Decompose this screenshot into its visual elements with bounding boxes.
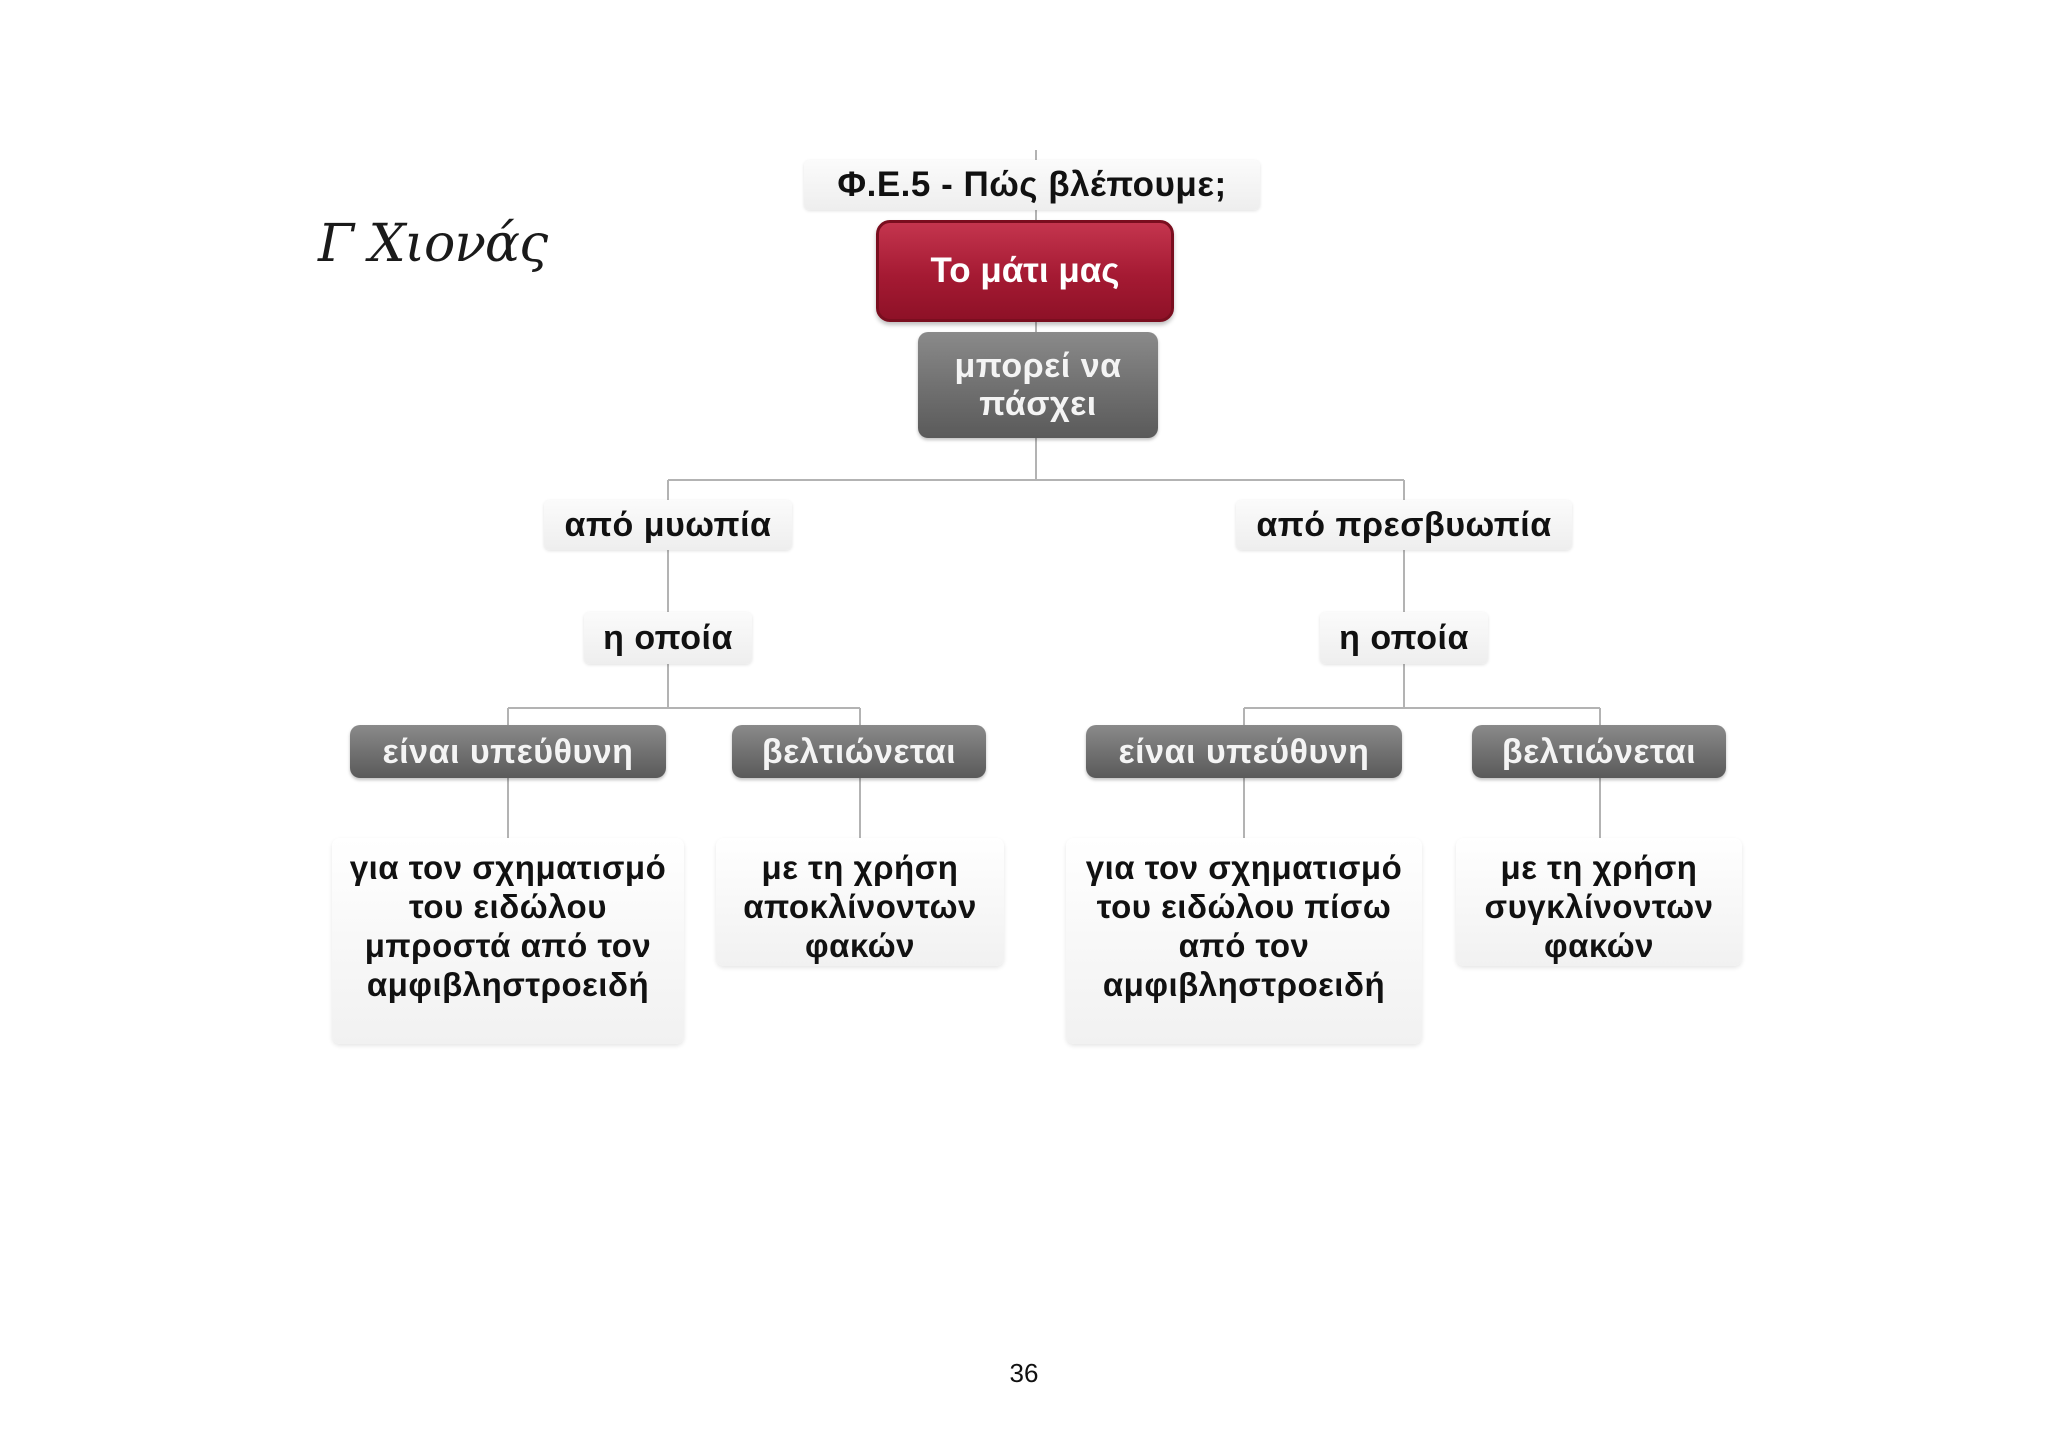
connector-which-left: η οποία: [584, 612, 752, 664]
connector-which-right: η οποία: [1320, 612, 1488, 664]
leaf-diverging-lenses: με τη χρήση αποκλίνοντων φακών: [716, 838, 1004, 966]
link-improves-left: βελτιώνεται: [732, 725, 986, 778]
leaf-image-in-front: για τον σχηματισμό του ειδώλου μπροστά από τον αμφιβληστροειδή: [332, 838, 684, 1044]
diagram-title: Φ.Ε.5 - Πώς βλέπουμε;: [804, 160, 1260, 210]
link-responsible-right: είναι υπεύθυνη: [1086, 725, 1402, 778]
link-improves-right: βελτιώνεται: [1472, 725, 1726, 778]
author-signature: Γ Χιονάς: [318, 214, 548, 274]
leaf-converging-lenses: με τη χρήση συγκλίνοντων φακών: [1456, 838, 1742, 966]
condition-presbyopia: από πρεσβυωπία: [1236, 500, 1572, 550]
condition-myopia: από μυωπία: [544, 500, 792, 550]
page-number: 36: [1009, 1358, 1039, 1388]
root-node: Το μάτι μας: [876, 220, 1174, 322]
link-node-suffers: μπορεί να πάσχει: [918, 332, 1158, 438]
leaf-image-behind: για τον σχηματισμό του ειδώλου πίσω από τον αμφιβληστροειδή: [1066, 838, 1422, 1044]
link-responsible-left: είναι υπεύθυνη: [350, 725, 666, 778]
